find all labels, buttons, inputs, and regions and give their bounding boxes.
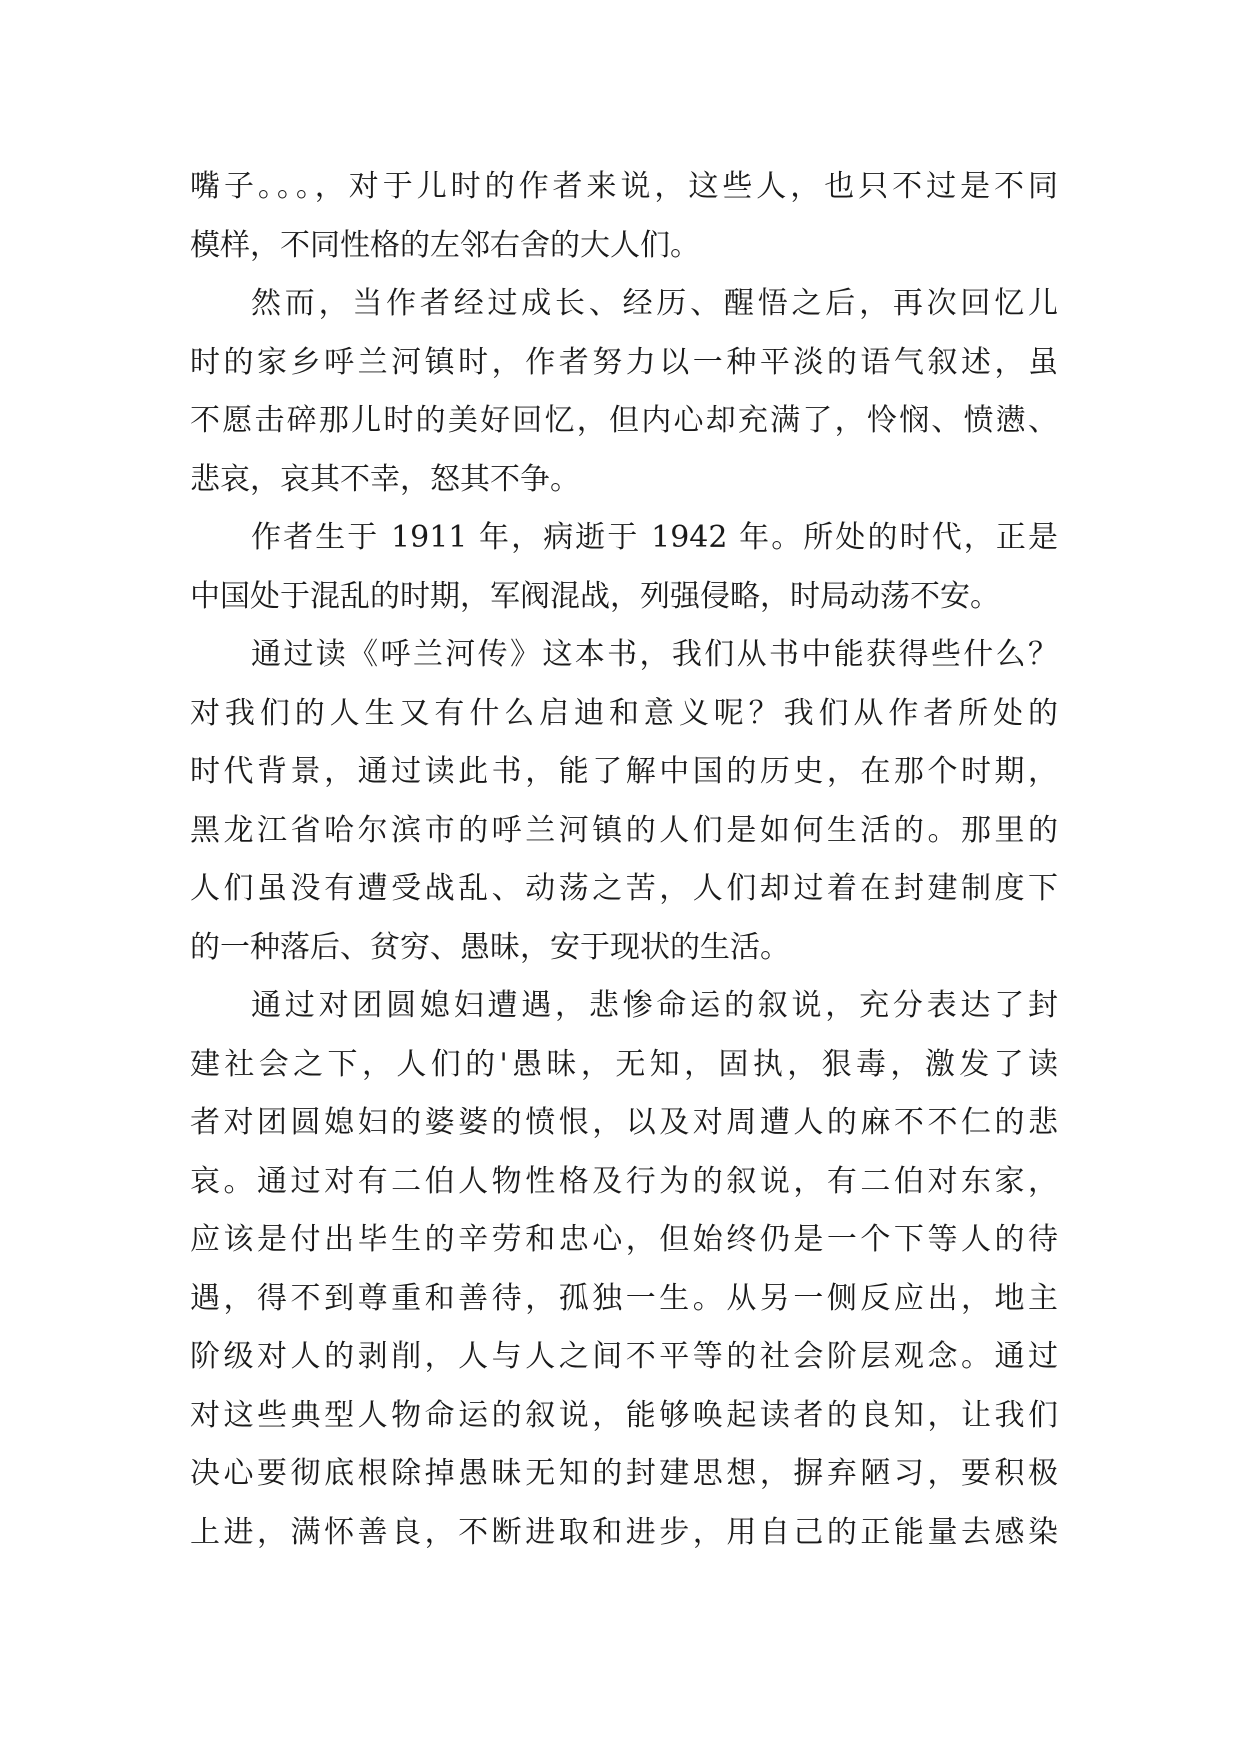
text-line: 中国处于混乱的时期，军阀混战，列强侵略，时局动荡不安。 — [190, 578, 1000, 614]
body-text — [190, 158, 1058, 1562]
text-line: 对这些典型人物命运的叙说，能够唤起读者的良知，让我们 — [190, 1397, 1058, 1433]
text-line: 阶级对人的剥削，人与人之间不平等的社会阶层观念。通过 — [190, 1339, 1058, 1374]
text-line: 对我们的人生又有什么启迪和意义呢？我们从作者所处的 — [190, 695, 1058, 731]
text-line: 上进，满怀善良，不断进取和进步，用自己的正能量去感染 — [190, 1514, 1058, 1550]
text-line: 黑龙江省哈尔滨市的呼兰河镇的人们是如何生活的。那里的 — [190, 812, 1058, 848]
text-line: 应该是付出毕生的辛劳和忠心，但始终仍是一个下等人的待 — [190, 1222, 1058, 1257]
text-line: 作者生于 1911 年，病逝于 1942 年。所处的时代，正是 — [251, 520, 1058, 555]
text-line: 决心要彻底根除掉愚昧无知的封建思想，摒弃陋习，要积极 — [190, 1456, 1058, 1491]
text-line: 嘴子。。。，对于儿时的作者来说，这些人，也只不过是不同 — [190, 169, 1058, 204]
text-line: 悲哀，哀其不幸，怒其不争。 — [190, 461, 580, 497]
text-line: 时代背景，通过读此书，能了解中国的历史，在那个时期， — [190, 754, 1058, 789]
text-line: 通过对团圆媳妇遭遇，悲惨命运的叙说，充分表达了封 — [251, 988, 1058, 1023]
text-line: 的一种落后、贫穷、愚昧，安于现状的生活。 — [190, 929, 790, 965]
text-line: 遇，得不到尊重和善待，孤独一生。从另一侧反应出，地主 — [190, 1280, 1058, 1316]
text-line: 建社会之下，人们的'愚昧，无知，固执，狠毒，激发了读 — [190, 1046, 1058, 1082]
text-line: 时的家乡呼兰河镇时，作者努力以一种平淡的语气叙述，虽 — [190, 344, 1058, 380]
text-line: 人们虽没有遭受战乱、动荡之苦，人们却过着在封建制度下 — [190, 871, 1058, 906]
text-line: 哀。通过对有二伯人物性格及行为的叙说，有二伯对东家， — [190, 1163, 1058, 1199]
text-line: 者对团圆媳妇的婆婆的愤恨，以及对周遭人的麻不不仁的悲 — [190, 1105, 1058, 1140]
text-line: 模样，不同性格的左邻右舍的大人们。 — [190, 227, 700, 263]
text-line: 通过读《呼兰河传》这本书，我们从书中能获得些什么？ — [251, 637, 1058, 672]
text-line: 不愿击碎那儿时的美好回忆，但内心却充满了，怜悯、愤懑、 — [190, 403, 1058, 438]
text-line: 然而，当作者经过成长、经历、醒悟之后，再次回忆儿 — [251, 286, 1058, 321]
